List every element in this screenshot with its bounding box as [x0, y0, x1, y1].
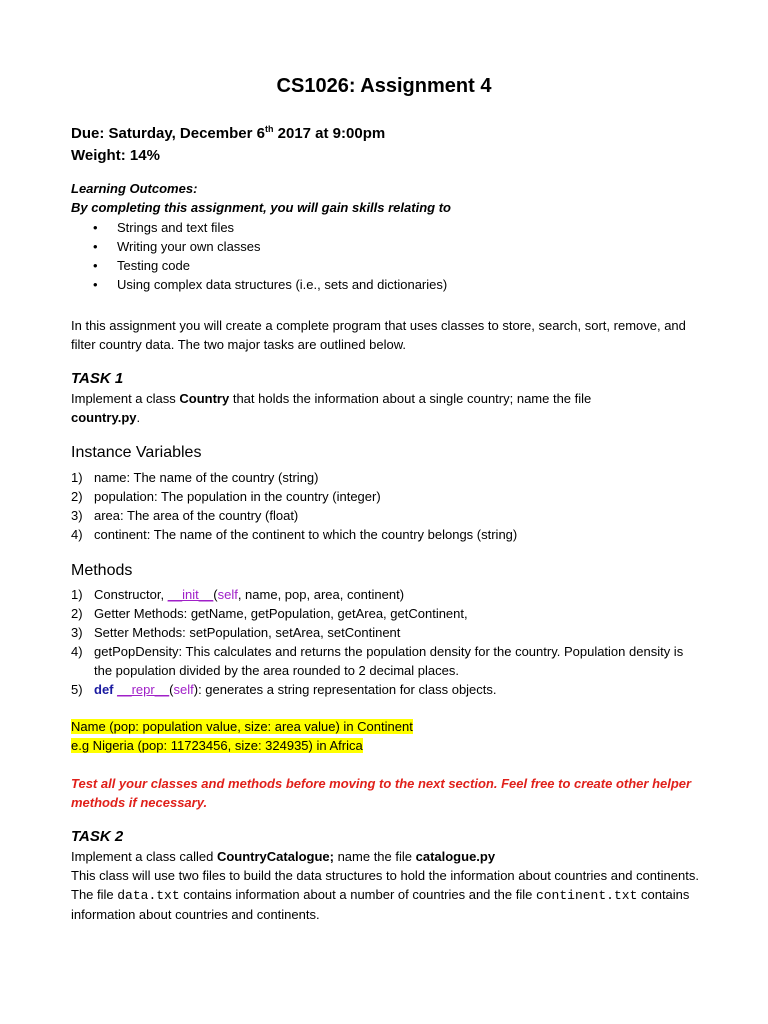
list-item [71, 468, 711, 487]
task2-file-name: catalogue.py [415, 849, 496, 864]
task1-text-b: that holds the information about a single country; name the file [229, 391, 592, 406]
list-item [71, 487, 711, 506]
warning-note: Test all your classes and methods before moving to the next section. Feel free to create other helper methods if necessary. [71, 776, 692, 810]
list-item [71, 642, 704, 680]
item-number: 2) [71, 489, 83, 504]
overview-paragraph: In this assignment you will create a complete program that uses classes to store, search, sort, remove, and filter country data. The two major tasks are outlined below. [71, 318, 686, 352]
list-item [71, 525, 711, 544]
self-keyword: self [217, 587, 238, 602]
item-number: 1) [71, 587, 83, 602]
due-sup: th [264, 124, 274, 134]
list-item [71, 680, 711, 699]
weight: Weight: 14% [71, 147, 160, 164]
methods-list [71, 585, 711, 699]
task2-description [71, 847, 711, 924]
list-item: • Testing code [93, 256, 447, 275]
continent-file-name: continent.txt [535, 888, 638, 903]
learning-outcomes [71, 179, 711, 217]
task1-class-name: Country [179, 391, 230, 406]
repr-method-name: __repr__ [117, 682, 170, 697]
learning-list [93, 218, 447, 294]
item-text-rest: ): generates a string representation for class objects. [193, 682, 497, 697]
task2-text-d: contains information about a number of countries and the file [179, 887, 536, 902]
due-prefix: Due: Saturday, December 6 [71, 125, 265, 142]
item-number: 4) [71, 644, 83, 659]
item-text: population: The population in the country (integer) [94, 489, 381, 504]
self-keyword: self [173, 682, 194, 697]
item-number: 3) [71, 625, 83, 640]
item-number: 2) [71, 606, 83, 621]
item-text: getPopDensity: This calculates and returns the population density for the country. Population density is the population divided by the area rounded to 2 decimal places. [94, 644, 684, 678]
init-method-name: __init__ [167, 587, 214, 602]
example-line: e.g Nigeria (pop: 11723456, size: 324935) in Africa [71, 738, 363, 753]
page-title: CS1026: Assignment 4 [276, 75, 492, 97]
item-text: continent: The name of the continent to which the country belongs (string) [94, 527, 518, 542]
list-item [71, 623, 711, 642]
instance-variables-heading: Instance Variables [71, 444, 202, 461]
task2-text-a: Implement a class called [71, 849, 217, 864]
due-suffix: 2017 at 9:00pm [273, 125, 386, 142]
task2-text-c: This class will use two files to build the data structures to hold the information about countries and continents. The file [71, 868, 699, 902]
paren-open: ( [213, 587, 218, 602]
list-item [71, 585, 711, 604]
due-date [71, 118, 385, 145]
task2-heading: TASK 2 [71, 828, 124, 845]
item-text: Setter Methods: setPopulation, setArea, setContinent [94, 625, 401, 640]
task2-text-e: contains information about countries and continents. [71, 887, 690, 922]
item-number: 1) [71, 470, 83, 485]
data-file-name: data.txt [117, 888, 180, 903]
task1-file-name: country.py [71, 410, 137, 425]
task2-text-b: name the file [333, 849, 416, 864]
list-item: • Writing your own classes [93, 237, 447, 256]
methods-heading: Methods [71, 562, 133, 579]
list-item [71, 604, 711, 623]
list-item: • Using complex data structures (i.e., sets and dictionaries) [93, 275, 447, 294]
item-text: Getter Methods: getName, getPopulation, getArea, getContinent, [94, 606, 468, 621]
item-number: 5) [71, 682, 83, 697]
item-number: 3) [71, 508, 83, 523]
item-text: area: The area of the country (float) [94, 508, 299, 523]
def-keyword: def [94, 682, 114, 697]
task1-file-tail: . [136, 410, 141, 425]
repr-format-block [71, 717, 711, 755]
item-text: Constructor, [94, 587, 168, 602]
list-item: • Strings and text files [93, 218, 447, 237]
item-number: 4) [71, 527, 83, 542]
learning-heading: Learning Outcomes: [71, 181, 198, 196]
format-line: Name (pop: population value, size: area value) in Continent [71, 719, 413, 734]
task1-heading: TASK 1 [71, 370, 124, 387]
list-item [71, 506, 711, 525]
task1-text-a: Implement a class [71, 391, 180, 406]
due-weight-block [71, 118, 385, 167]
item-text: name: The name of the country (string) [94, 470, 319, 485]
paren-open: ( [169, 682, 174, 697]
item-text-rest: , name, pop, area, continent) [237, 587, 405, 602]
learning-intro: By completing this assignment, you will gain skills relating to [71, 200, 451, 215]
task2-class-name: CountryCatalogue; [216, 849, 334, 864]
task1-description [71, 389, 711, 427]
instance-variables-list [71, 468, 711, 544]
